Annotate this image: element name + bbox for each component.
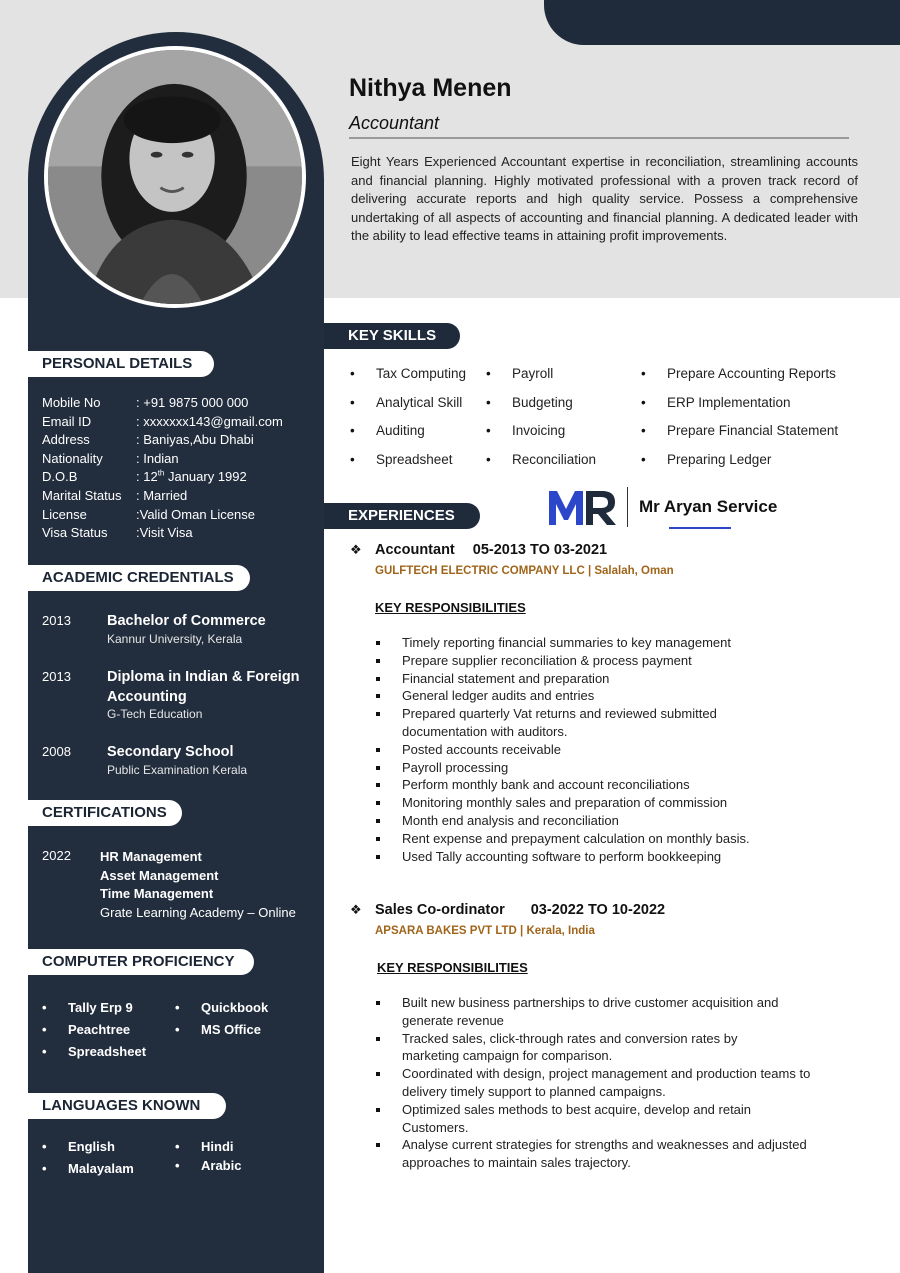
detail-row — [42, 450, 283, 469]
responsibilities-heading: KEY RESPONSIBILITIES — [377, 960, 528, 975]
key-skills-heading: KEY SKILLS — [324, 323, 460, 349]
job-title-row — [350, 902, 665, 918]
personal-details — [42, 394, 283, 543]
responsibility-item: Coordinated with design, project management and production teams to delivery timely support to planned campaigns. — [402, 1065, 822, 1101]
profile-photo-illustration — [48, 50, 302, 304]
language-item: • Arabic — [201, 1158, 241, 1173]
detail-row — [42, 413, 283, 432]
detail-label: Visa Status — [42, 525, 108, 541]
diamond-bullet-icon: ❖ — [350, 902, 362, 917]
detail-label: License — [42, 506, 87, 522]
responsibility-item: Analyse current strategies for strengths and weaknesses and adjusted approaches to maintain sales trajectory. — [402, 1136, 832, 1172]
academic-degree: Diploma in Indian & Foreign Accounting — [107, 669, 300, 705]
responsibility-item: Tracked sales, click-through rates and conversion rates by marketing campaign for comparison. — [402, 1030, 742, 1066]
skill-item: • Spreadsheet — [376, 452, 453, 467]
responsibility-item: Posted accounts receivable — [402, 741, 842, 759]
personal-details-heading: PERSONAL DETAILS — [28, 351, 214, 377]
detail-value: : Indian — [136, 450, 179, 466]
skill-item: • Preparing Ledger — [667, 452, 771, 467]
computer-item: • Quickbook — [201, 1000, 268, 1015]
computer-item: • Tally Erp 9 — [68, 1000, 133, 1015]
job-title-row — [350, 542, 607, 558]
computer-heading: COMPUTER PROFICIENCY — [28, 949, 254, 975]
skill-item: • Budgeting — [512, 395, 573, 410]
responsibility-item: Used Tally accounting software to perform bookkeeping — [402, 848, 842, 866]
job-company: APSARA BAKES PVT LTD | Kerala, India — [375, 925, 595, 937]
diamond-bullet-icon: ❖ — [350, 542, 362, 557]
detail-label: Address — [42, 432, 90, 448]
mr-logo-icon — [547, 487, 617, 527]
detail-value: : Baniyas,Abu Dhabi — [136, 432, 254, 448]
academic-degree: Secondary School — [107, 744, 234, 760]
academic-institution: G-Tech Education — [107, 707, 203, 721]
certification-item: Asset Management — [100, 867, 219, 883]
responsibility-item: Rent expense and prepayment calculation on monthly basis. — [402, 830, 842, 848]
detail-value: : xxxxxxx143@gmail.com — [136, 413, 283, 429]
experiences-heading: EXPERIENCES — [324, 503, 480, 529]
responsibilities-heading: KEY RESPONSIBILITIES — [375, 600, 526, 615]
role-divider — [349, 137, 849, 139]
academic-year: 2013 — [42, 613, 71, 628]
academic-degree: Bachelor of Commerce — [107, 613, 266, 629]
detail-label: Nationality — [42, 450, 103, 466]
responsibility-item: Optimized sales methods to best acquire, develop and retain Customers. — [402, 1101, 782, 1137]
candidate-role: Accountant — [349, 113, 440, 133]
detail-value: : 12th January 1992 — [136, 469, 247, 485]
detail-label: Email ID — [42, 413, 92, 429]
skill-item: • Auditing — [376, 423, 425, 438]
responsibility-item: Payroll processing — [402, 759, 842, 777]
skill-item: • ERP Implementation — [667, 395, 791, 410]
language-item: • English — [68, 1139, 115, 1154]
detail-label: D.O.B — [42, 469, 78, 485]
profile-photo — [44, 46, 306, 308]
language-item: • Hindi — [201, 1139, 234, 1154]
academic-year: 2008 — [42, 744, 71, 759]
detail-row — [42, 431, 283, 450]
certification-item: HR Management — [100, 849, 202, 864]
detail-label: Marital Status — [42, 487, 122, 503]
header-tab-decoration — [544, 0, 900, 45]
responsibility-item: General ledger audits and entries — [402, 687, 842, 705]
logo-text: Mr Aryan Service — [639, 497, 778, 516]
detail-value: : +91 9875 000 000 — [136, 395, 249, 410]
languages-heading: LANGUAGES KNOWN — [28, 1093, 226, 1119]
responsibilities-list — [402, 634, 842, 865]
skill-item: • Prepare Accounting Reports — [667, 366, 836, 381]
candidate-name: Nithya Menen — [349, 74, 512, 102]
responsibility-item: Timely reporting financial summaries to key management — [402, 634, 842, 652]
detail-label: Mobile No — [42, 395, 101, 410]
responsibility-item: Perform monthly bank and account reconciliations — [402, 776, 842, 794]
academic-heading: ACADEMIC CREDENTIALS — [28, 565, 250, 591]
detail-row — [42, 468, 283, 487]
mr-aryan-service-logo — [547, 486, 777, 528]
responsibility-item: Built new business partnerships to drive customer acquisition and generate revenue — [402, 994, 802, 1030]
job-title: Accountant — [375, 542, 455, 558]
logo-divider — [627, 487, 628, 527]
responsibility-item: Prepared quarterly Vat returns and reviewed submitted documentation with auditors. — [402, 705, 742, 741]
skill-item: • Prepare Financial Statement — [667, 423, 838, 438]
skill-item: • Tax Computing — [376, 366, 466, 381]
computer-item: • MS Office — [201, 1022, 261, 1037]
computer-item: • Peachtree — [68, 1022, 130, 1037]
detail-value: :Visit Visa — [136, 525, 193, 541]
computer-item: • Spreadsheet — [68, 1044, 146, 1059]
certification-item: Time Management — [100, 886, 214, 902]
job-company: GULFTECH ELECTRIC COMPANY LLC | Salalah, Oman — [375, 565, 674, 577]
job-title: Sales Co-ordinator — [375, 902, 505, 918]
detail-value: :Valid Oman License — [136, 506, 255, 522]
responsibility-item: Month end analysis and reconciliation — [402, 812, 842, 830]
responsibility-item: Prepare supplier reconciliation & process payment — [402, 652, 842, 670]
responsibilities-list — [402, 994, 832, 1172]
job-dates: 05-2013 TO 03-2021 — [472, 542, 608, 558]
skill-item: • Payroll — [512, 366, 553, 381]
skill-item: • Reconciliation — [512, 452, 596, 467]
certification-year: 2022 — [42, 848, 71, 863]
detail-row — [42, 487, 283, 506]
profile-summary: Eight Years Experienced Accountant expertise in reconciliation, streamlining accounts and financial planning. Highly motivated professional with a proven track record of delivering accurate reports and high quality service. Possess a comprehensive undertaking of all aspects of accounting and financial planning. A dedicated leader with the ability to lead effective teams in attaining profit improvements. — [351, 154, 858, 244]
job-dates: 03-2022 TO 10-2022 — [530, 902, 666, 918]
language-item: • Malayalam — [68, 1161, 134, 1176]
skill-item: • Analytical Skill — [376, 395, 462, 410]
certification-provider: Grate Learning Academy – Online — [100, 904, 296, 920]
academic-institution: Kannur University, Kerala — [107, 632, 243, 646]
certifications-heading: CERTIFICATIONS — [28, 800, 182, 826]
responsibility-item: Monitoring monthly sales and preparation of commission — [402, 794, 842, 812]
academic-year: 2013 — [42, 669, 71, 684]
detail-row — [42, 506, 283, 525]
detail-value: : Married — [136, 487, 188, 503]
responsibility-item: Financial statement and preparation — [402, 670, 842, 688]
skill-item: • Invoicing — [512, 423, 565, 438]
detail-row — [42, 524, 283, 543]
academic-institution: Public Examination Kerala — [107, 763, 248, 777]
detail-row — [42, 394, 283, 413]
